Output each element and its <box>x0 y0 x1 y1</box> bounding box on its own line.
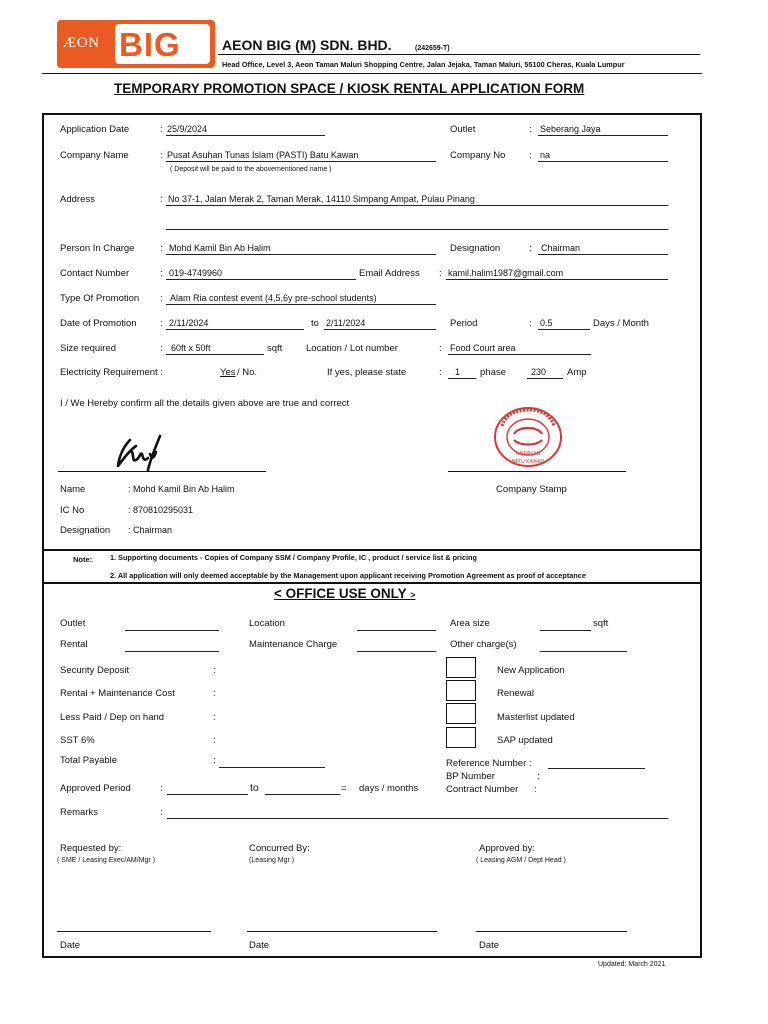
approved-by-sub: ( Leasing AGM / Dept Head ) <box>476 857 566 864</box>
colon: : <box>529 150 532 161</box>
total-payable-field[interactable] <box>219 756 325 768</box>
approved-equals: = <box>341 783 347 794</box>
phase-label: phase <box>480 367 506 378</box>
requested-date-label: Date <box>60 940 81 951</box>
office-rental-field[interactable] <box>125 640 219 652</box>
colon: : <box>213 735 216 746</box>
colon: : <box>160 807 163 818</box>
approved-to-label: to <box>250 782 259 794</box>
sig-designation-value: : Chairman <box>128 525 173 535</box>
colon: : <box>529 243 532 254</box>
outlet-value: Seberang Jaya <box>540 124 601 134</box>
app-date-field[interactable] <box>166 124 325 136</box>
address-field-line1[interactable] <box>166 194 668 206</box>
designation-value: Chairman <box>541 243 581 253</box>
promo-from-value: 2/11/2024 <box>169 318 209 328</box>
company-no-field[interactable] <box>538 150 668 162</box>
location-value: Food Court area <box>450 343 516 353</box>
bp-number-label: BP Number <box>446 771 495 782</box>
amp-value: 230 <box>531 367 547 377</box>
email-label: Email Address <box>359 268 420 279</box>
aeon-big-logo <box>57 20 215 68</box>
company-name-label: Company Name <box>60 150 129 161</box>
contract-number-label: Contract Number <box>446 784 519 795</box>
notes-bottom-rule <box>42 582 702 584</box>
size-label: Size required <box>60 343 116 354</box>
remarks-field[interactable] <box>167 807 668 819</box>
pic-field[interactable] <box>166 243 436 255</box>
approved-sign-line <box>476 931 627 932</box>
to-label: to <box>311 318 319 329</box>
phase-field[interactable] <box>448 367 476 379</box>
office-rental-label: Rental <box>60 639 88 650</box>
applicant-signature <box>110 432 178 472</box>
period-value: 0.5 <box>540 318 553 328</box>
new-application-label: New Application <box>497 665 565 676</box>
company-name-value: Pusat Asuhan Tunas Islam (PASTI) Batu Kawan <box>167 150 359 160</box>
promo-type-label: Type Of Promotion <box>60 293 140 304</box>
ic-value: : 870810295031 <box>128 505 194 515</box>
promo-to-value: 2/11/2024 <box>326 318 366 328</box>
amp-label: Amp <box>567 367 587 378</box>
company-name-header: AEON BIG (M) SDN. BHD. <box>222 37 392 53</box>
colon: : <box>160 243 163 254</box>
deposit-note: ( Deposit will be paid to the abovementioned name ) <box>170 166 332 173</box>
renewal-checkbox[interactable] <box>446 680 476 701</box>
contact-field[interactable] <box>166 268 356 280</box>
colon: : <box>160 194 163 205</box>
rent-maint-label: Rental + Maintenance Cost <box>60 688 175 699</box>
header-underline <box>218 54 700 55</box>
updated-footer: Updated: March 2021 <box>598 961 666 968</box>
form-title: TEMPORARY PROMOTION SPACE / KIOSK RENTAL APPLICATION FORM <box>114 81 585 96</box>
form-frame <box>42 113 702 958</box>
period-field[interactable] <box>538 318 590 330</box>
concurred-by-sub: (Leasing Mgr ) <box>249 857 295 864</box>
colon: : <box>160 783 163 794</box>
signature-line <box>58 471 266 472</box>
days-months-label: days / months <box>359 783 419 794</box>
company-reg-no: (242659-T) <box>415 45 450 52</box>
approved-by-label: Approved by: <box>479 843 535 854</box>
promo-from-field[interactable] <box>166 318 304 330</box>
office-area-label: Area size <box>450 618 490 629</box>
electricity-label: Electricity Requirement : <box>60 367 163 378</box>
office-outlet-field[interactable] <box>125 619 219 631</box>
pic-label: Person In Charge <box>60 243 135 254</box>
office-outlet-label: Outlet <box>60 618 86 629</box>
promo-date-label: Date of Promotion <box>60 318 137 329</box>
reference-number-label: Reference Number : <box>446 758 532 769</box>
colon: : <box>160 293 163 304</box>
contact-value: 019-4749960 <box>169 268 223 278</box>
notes-top-rule <box>42 549 702 551</box>
note-1: 1. Supporting documents - Copies of Company SSM / Company Profile, IC , product / service list & pricing <box>110 553 477 562</box>
colon: : <box>160 124 163 135</box>
promo-type-value: Alam Ria contest event (4,5,6y pre-school students) <box>170 293 377 303</box>
promo-to-field[interactable] <box>324 318 436 330</box>
colon: : <box>160 268 163 279</box>
app-date-label: Application Date <box>60 124 130 135</box>
electricity-yes[interactable]: Yes <box>220 367 236 378</box>
address-label: Address <box>60 194 95 205</box>
outlet-label: Outlet <box>450 124 476 135</box>
total-payable-label: Total Payable <box>60 755 118 766</box>
colon: : <box>160 343 163 354</box>
colon: : <box>160 150 163 161</box>
concurred-date-label: Date <box>249 940 270 951</box>
office-maint-label: Maintenance Charge <box>249 639 338 650</box>
colon: : <box>529 318 532 329</box>
masterlist-checkbox[interactable] <box>446 703 476 724</box>
colon: : <box>439 367 442 378</box>
concurred-by-label: Concurred By: <box>249 843 310 854</box>
stamp-line <box>448 471 626 472</box>
new-application-checkbox[interactable] <box>446 657 476 678</box>
concurred-sign-line <box>247 931 437 932</box>
confirm-text: I / We Hereby confirm all the details given above are true and correct <box>60 398 350 409</box>
colon: : <box>537 771 540 782</box>
colon: : <box>160 318 163 329</box>
office-maint-field[interactable] <box>357 640 436 652</box>
colon: : <box>529 124 532 135</box>
colon: : <box>213 755 216 766</box>
company-name-field[interactable] <box>166 150 436 162</box>
if-yes-label: If yes, please state <box>327 367 407 378</box>
size-field[interactable] <box>166 343 264 355</box>
location-field[interactable] <box>448 343 591 355</box>
amp-field[interactable] <box>527 367 563 379</box>
colon: : <box>213 712 216 723</box>
ic-label: IC No <box>60 505 85 516</box>
office-other-field[interactable] <box>540 640 627 652</box>
office-location-field[interactable] <box>357 619 436 631</box>
renewal-label: Renewal <box>497 688 534 699</box>
logo-big-text: BIG <box>119 26 181 63</box>
designation-label: Designation <box>450 243 501 254</box>
colon: : <box>534 784 537 795</box>
requested-sign-line <box>57 931 211 932</box>
name-value: : Mohd Kamil Bin Ab Halim <box>128 484 235 494</box>
contact-label: Contact Number <box>60 268 130 279</box>
notes-label: Note: <box>73 555 93 564</box>
stamp-text-1: KAWASAN <box>515 451 541 457</box>
size-value: 60ft x 50ft <box>171 343 211 353</box>
office-area-field[interactable] <box>540 619 591 631</box>
office-area-sqft: sqft <box>593 618 609 629</box>
note-2: 2. All application will only deemed acceptable by the Management upon applicant receiving Promotion Agreement as proof of acceptance <box>110 571 586 580</box>
colon: : <box>213 665 216 676</box>
reference-number-field[interactable] <box>548 757 645 769</box>
approved-from-field[interactable] <box>167 783 248 795</box>
sig-designation-label: Designation <box>60 525 111 536</box>
less-paid-label: Less Paid / Dep on hand <box>60 712 165 723</box>
office-location-label: Location <box>249 618 285 629</box>
stamp-text-2: BATU KAWAN <box>511 459 545 465</box>
company-no-value: na <box>540 150 551 160</box>
outlet-field[interactable] <box>538 124 668 136</box>
approved-period-label: Approved Period <box>60 783 131 794</box>
period-unit: Days / Month <box>593 318 649 329</box>
company-stamp-image <box>492 406 564 468</box>
head-office-address: Head Office, Level 3, Aeon Taman Maluri Shopping Centre, Jalan Jejaka, Taman Maluri, 55100 Cheras, Kuala Lumpur <box>222 60 625 69</box>
office-other-label: Other charge(s) <box>450 639 517 650</box>
approved-to-field[interactable] <box>265 783 340 795</box>
name-label: Name <box>60 484 86 495</box>
office-use-title: < OFFICE USE ONLY > <box>274 586 416 601</box>
remarks-label: Remarks <box>60 807 99 818</box>
location-label: Location / Lot number <box>306 343 398 354</box>
email-field[interactable] <box>446 268 668 280</box>
masterlist-label: Masterlist updated <box>497 712 575 723</box>
address-value: No 37-1, Jalan Merak 2, Taman Merak, 14110 Simpang Ampat, Pulau Pinang <box>168 194 475 204</box>
colon: : <box>439 343 442 354</box>
electricity-no[interactable]: / No. <box>237 367 258 378</box>
sap-checkbox[interactable] <box>446 727 476 748</box>
company-stamp-label: Company Stamp <box>496 484 567 495</box>
pic-value: Mohd Kamil Bin Ab Halim <box>169 243 271 253</box>
phase-value: 1 <box>455 367 461 377</box>
colon: : <box>213 688 216 699</box>
logo-aeon-text: ÆON <box>63 35 100 51</box>
address-field-line2[interactable] <box>166 218 668 230</box>
company-no-label: Company No <box>450 150 506 161</box>
email-value: kamil.halim1987@gmail.com <box>448 268 564 278</box>
requested-by-label: Requested by: <box>60 843 122 854</box>
requested-by-sub: ( SME / Leasing Exec/AM/Mgr ) <box>57 857 156 864</box>
sap-label: SAP updated <box>497 735 553 746</box>
size-sqft: sqft <box>267 343 283 354</box>
sst-label: SST 6% <box>60 735 95 746</box>
security-deposit-label: Security Deposit <box>60 665 130 676</box>
colon: : <box>439 268 442 279</box>
app-date-value: 25/9/2024 <box>167 124 208 134</box>
header-rule <box>42 73 702 74</box>
promo-type-field[interactable] <box>166 293 436 305</box>
approved-date-label: Date <box>479 940 500 951</box>
period-label: Period <box>450 318 478 329</box>
designation-field[interactable] <box>538 243 668 255</box>
